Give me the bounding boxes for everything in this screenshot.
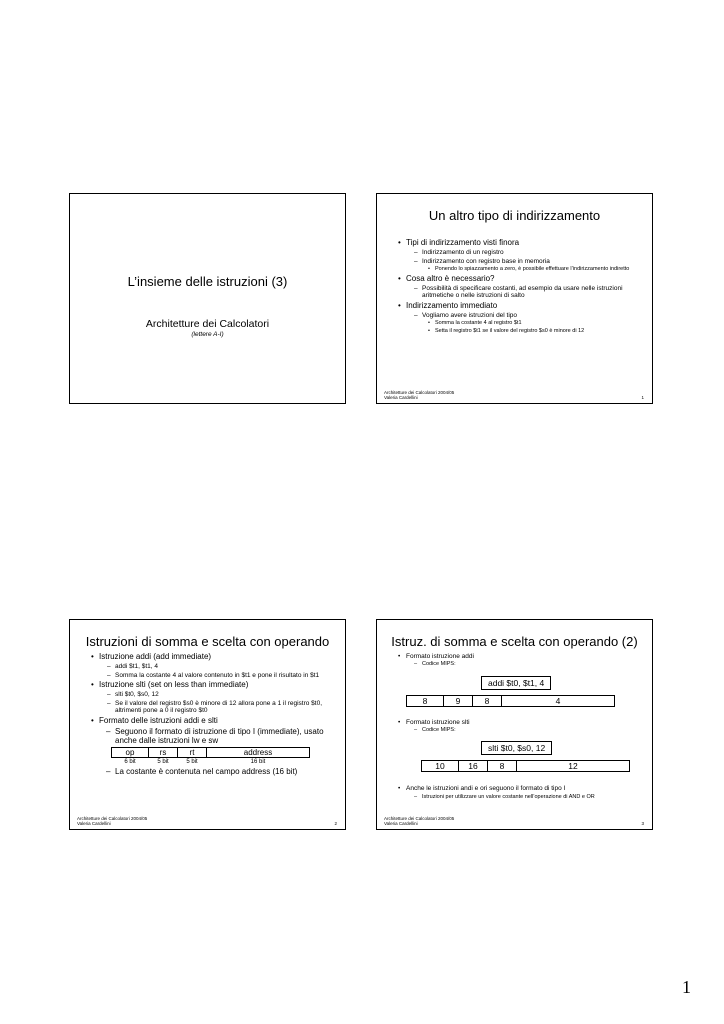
sub-bullet: – La costante è contenuta nel campo address (16 bit) xyxy=(70,767,345,777)
slide-title xyxy=(69,193,346,404)
sub-bullet: – Somma la costante 4 al valore contenuto in $t1 e pone il risultato in $t1 xyxy=(70,672,345,680)
bullet: • Tipi di indirizzamento visti finora xyxy=(377,238,652,248)
sub-sub-bullet: • Somma la costante 4 al registro $t1 xyxy=(377,320,652,327)
sub-bullet: – Possibilità di specificare costanti, ad esempio da usare nelle istruzioni aritmetiche o nelle istruzioni di salto xyxy=(377,285,652,300)
bits-op: 6 bit xyxy=(124,759,136,765)
addi-format-table xyxy=(406,695,615,707)
sub-bullet: – addi $t1, $t1, 4 xyxy=(70,663,345,671)
field-op: op xyxy=(112,747,149,757)
sub-bullet: – Indirizzamento con registro base in memoria xyxy=(377,258,652,266)
bullet: • Anche le istruzioni andi e ori seguono il formato di tipo I xyxy=(377,784,565,794)
slide-number: 3 xyxy=(641,821,644,826)
mips-code-slti: slti $t0, $s0, 12 xyxy=(481,741,552,755)
footer-author: Valeria Cardellini xyxy=(77,821,111,826)
footer-author: Valeria Cardellini xyxy=(384,395,418,400)
addi-rs: 9 xyxy=(444,696,473,707)
slide-subtitle: Architetture dei Calcolatori xyxy=(145,318,270,330)
instruction-format-table xyxy=(111,747,310,767)
addi-op: 8 xyxy=(407,696,444,707)
slti-address: 12 xyxy=(517,761,630,772)
bullet: • Indirizzamento immediato xyxy=(377,301,652,311)
slide-footer xyxy=(384,390,454,400)
bullet: • Cosa altro è necessario? xyxy=(377,274,652,284)
footer-course: Architetture dei Calcolatori 2004/05 xyxy=(77,816,148,821)
bits-rt: 5 bit xyxy=(186,759,198,765)
sub-sub-bullet: • Ponendo lo spiazzamento a zero, è possibile effettuare l’indirizzamento indiretto xyxy=(377,266,652,273)
bits-rs: 5 bit xyxy=(157,759,169,765)
field-address: address xyxy=(207,747,310,757)
slide-title-heading: L’insieme delle istruzioni (3) xyxy=(127,274,288,289)
footer-course: Architetture dei Calcolatori 2004/05 xyxy=(384,390,455,395)
slti-rt: 8 xyxy=(488,761,517,772)
sub-bullet: – Vogliamo avere istruzioni del tipo xyxy=(377,312,652,320)
addi-rt: 8 xyxy=(473,696,502,707)
bullet: • Istruzione slti (set on less than immediate) xyxy=(70,680,345,690)
sub-sub-bullet: • Setta il registro $t1 se il valore del registro $s0 è minore di 12 xyxy=(377,328,652,335)
format-table-wrap xyxy=(70,747,345,767)
slide-subsubtitle: (lettere A-I) xyxy=(191,331,224,338)
field-rt: rt xyxy=(178,747,207,757)
slti-rs: 16 xyxy=(459,761,488,772)
page-number: 1 xyxy=(682,977,691,997)
slide-1-body xyxy=(377,238,652,335)
footer-author: Valeria Cardellini xyxy=(384,821,418,826)
slide-2 xyxy=(69,619,346,830)
slide-2-title: Istruzioni di somma e scelta con operando xyxy=(85,634,330,649)
footer-course: Architetture dei Calcolatori 2004/05 xyxy=(384,816,455,821)
slti-op: 10 xyxy=(422,761,459,772)
bullet: • Formato istruzione addi xyxy=(377,652,474,662)
addi-address: 4 xyxy=(502,696,615,707)
sub-bullet: – Indirizzamento di un registro xyxy=(377,249,652,257)
bullet: • Formato istruzione slti xyxy=(377,718,470,728)
slide-1-title: Un altro tipo di indirizzamento xyxy=(428,208,601,223)
sub-bullet: – Codice MIPS: xyxy=(377,727,468,735)
slide-1 xyxy=(376,193,653,404)
slide-number: 1 xyxy=(641,395,644,400)
sub-bullet: – Istruzioni per utilizzare un valore costante nell’operazione di AND e OR xyxy=(377,794,607,802)
bits-address: 16 bit xyxy=(250,759,266,765)
field-rs: rs xyxy=(149,747,178,757)
sub-bullet: – Seguono il formato di istruzione di tipo I (immediate), usato anche dalle istruzioni lw e sw xyxy=(70,727,345,746)
sub-bullet: – Codice MIPS: xyxy=(377,661,468,669)
slide-3-title: Istruz. di somma e scelta con operando (2) xyxy=(391,634,638,649)
bullet: • Istruzione addi (add immediate) xyxy=(70,652,345,662)
mips-code-addi: addi $t0, $t1, 4 xyxy=(481,676,551,690)
sub-bullet: – slti $t0, $s0, 12 xyxy=(70,691,345,699)
slide-3 xyxy=(376,619,653,830)
slide-2-body xyxy=(70,652,345,777)
bullet: • Formato delle istruzioni addi e slti xyxy=(70,716,345,726)
slide-number: 2 xyxy=(334,821,337,826)
sub-bullet: – Se il valore del registro $s0 è minore di 12 allora pone a 1 il registro $t0, altrimenti pone a 0 il registro $t0 xyxy=(70,700,345,715)
slide-footer xyxy=(384,816,454,826)
slide-footer xyxy=(77,816,147,826)
slti-format-table xyxy=(421,760,630,772)
